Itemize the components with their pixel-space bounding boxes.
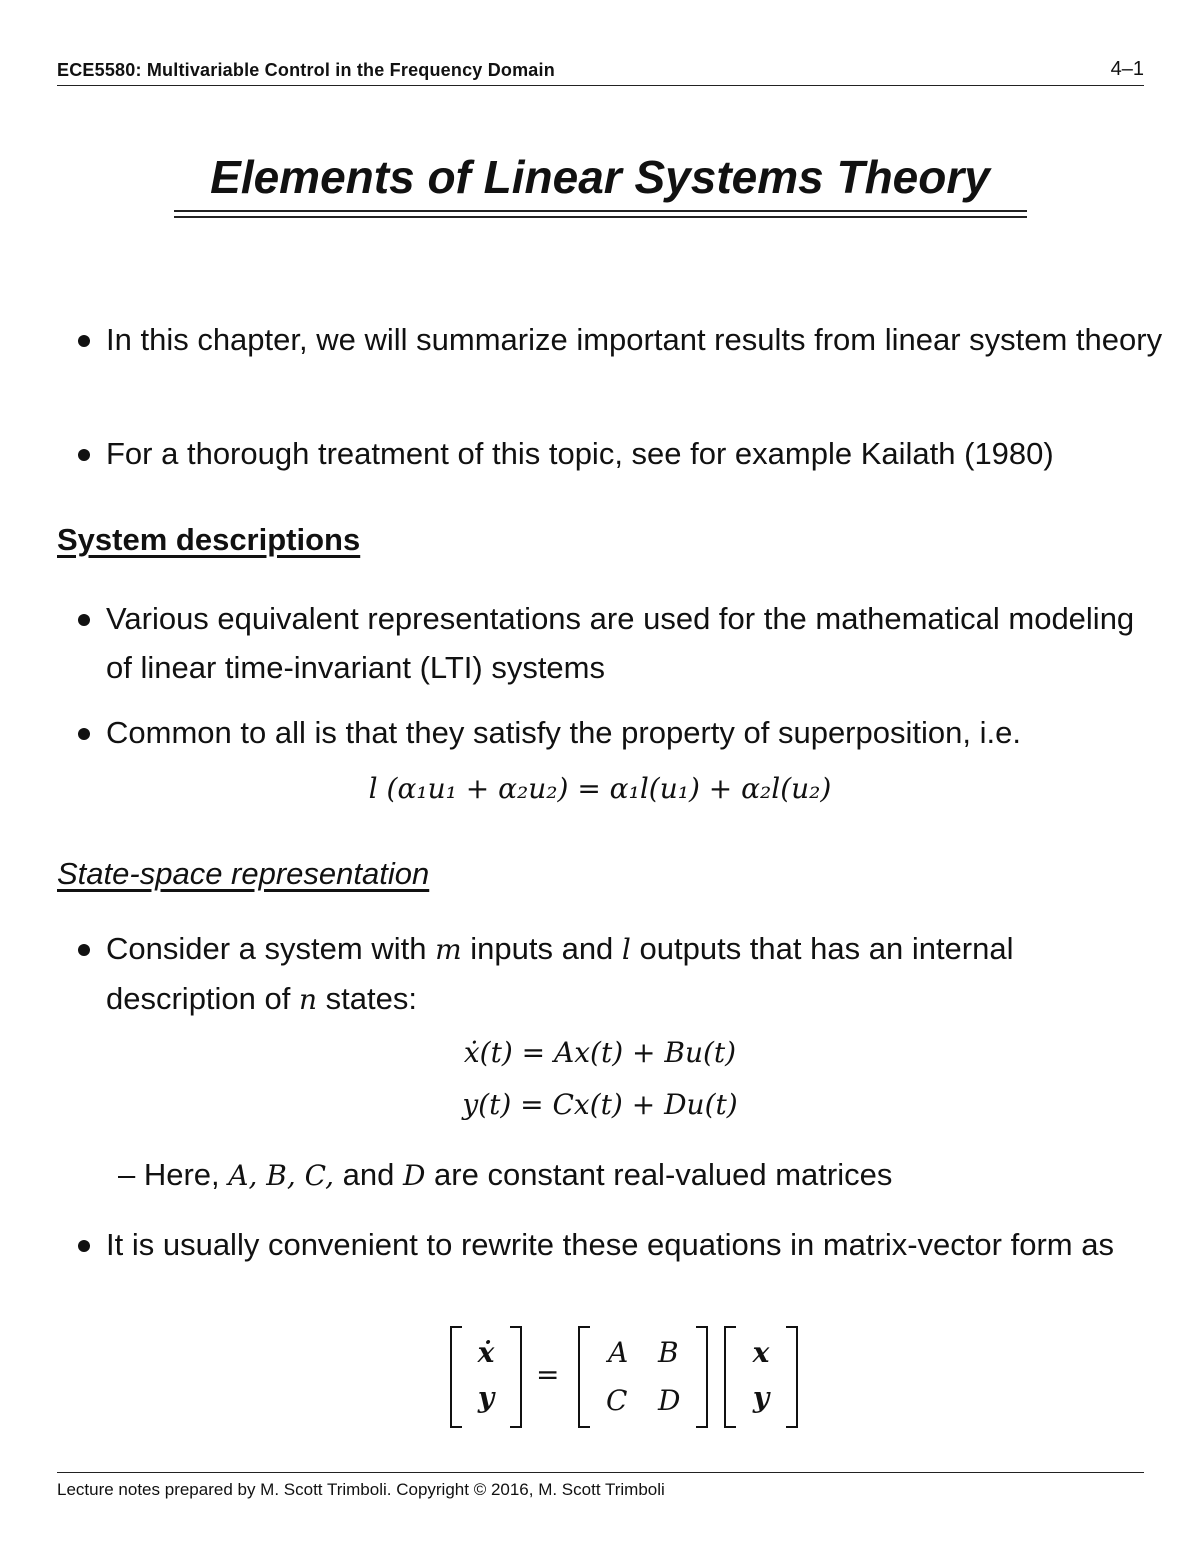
footer-copyright: Lecture notes prepared by M. Scott Trimboli. Copyright © 2016, M. Scott Trimboli — [57, 1480, 665, 1499]
bullet-icon — [78, 944, 90, 956]
superposition-equation: l (α₁u₁ + α₂u₂) = α₁l(u₁) + α₂l(u₂) — [368, 772, 832, 805]
output-equation: y(t) = Cx(t) + Du(t) — [462, 1088, 738, 1121]
matrix-cell: x — [752, 1336, 770, 1369]
text-run: states: — [317, 981, 417, 1016]
bullet-text — [106, 924, 1166, 1024]
bullet-text: In this chapter, we will summarize important results from linear system theory — [106, 322, 1163, 357]
list-item — [78, 315, 1168, 413]
bullet-icon — [78, 728, 90, 740]
matrix-lhs — [450, 1326, 522, 1424]
bullet-text: Various equivalent representations are used for the mathematical modeling of linear time-invariant (LTI) systems — [106, 601, 1135, 685]
list-item — [78, 924, 1168, 1022]
equals-sign: = — [536, 1358, 560, 1391]
text-run: Consider a system with — [106, 931, 436, 966]
math-var-n: n — [299, 983, 318, 1016]
text-run: and — [334, 1157, 403, 1192]
bullet-icon — [78, 335, 90, 347]
matrix-cell: C — [606, 1384, 628, 1417]
matrix-cell: y — [752, 1381, 770, 1414]
section-heading-system-descriptions: System descriptions — [57, 522, 361, 557]
matrix-cell: B — [658, 1336, 679, 1369]
page-title: Elements of Linear Systems Theory — [210, 151, 990, 203]
matrix-abcd — [578, 1326, 708, 1424]
matrix-cell: y — [477, 1381, 495, 1414]
bracket-right — [510, 1326, 522, 1428]
bracket-left — [578, 1326, 590, 1428]
matrix-rhs — [724, 1326, 798, 1424]
title-underline-2 — [174, 216, 1027, 218]
matrix-cell: A — [608, 1336, 629, 1369]
bullet-text: Common to all is that they satisfy the property of superposition, i.e. — [106, 715, 1021, 750]
list-item — [78, 594, 1168, 692]
bracket-left — [450, 1326, 462, 1428]
text-run: outputs that has an internal description of — [106, 931, 1014, 1016]
bracket-left — [724, 1326, 736, 1428]
bullet-icon — [78, 1240, 90, 1252]
course-header: ECE5580: Multivariable Control in the Frequency Domain — [57, 60, 555, 80]
sub-list-item — [118, 1150, 1118, 1200]
math-var-d: D — [402, 1159, 426, 1192]
title-underline-1 — [174, 210, 1027, 212]
list-item — [78, 708, 1168, 757]
section-heading-state-space: State-space representation — [57, 856, 430, 891]
bullet-icon — [78, 614, 90, 626]
text-run: are constant real-valued matrices — [425, 1157, 893, 1192]
bracket-right — [786, 1326, 798, 1428]
math-var-m: m — [435, 933, 462, 966]
header-divider — [57, 85, 1144, 86]
text-run: – Here, — [118, 1157, 229, 1192]
bullet-text: For a thorough treatment of this topic, see for example Kailath (1980) — [106, 436, 1054, 471]
list-item — [78, 1220, 1168, 1318]
math-var-l: l — [621, 933, 631, 966]
matrix-cell: D — [658, 1384, 681, 1417]
page-number: 4–1 — [1110, 58, 1144, 80]
list-item — [78, 429, 1178, 478]
math-vars-abc: A, B, C, — [228, 1159, 335, 1192]
text-run: inputs and — [461, 931, 622, 966]
bracket-right — [696, 1326, 708, 1428]
state-equation: ẋ(t) = Ax(t) + Bu(t) — [463, 1036, 737, 1069]
bullet-icon — [78, 449, 90, 461]
bullet-text: It is usually convenient to rewrite these equations in matrix-vector form as — [106, 1227, 1114, 1262]
matrix-cell: ẋ — [477, 1336, 495, 1369]
footer-divider — [57, 1472, 1144, 1473]
